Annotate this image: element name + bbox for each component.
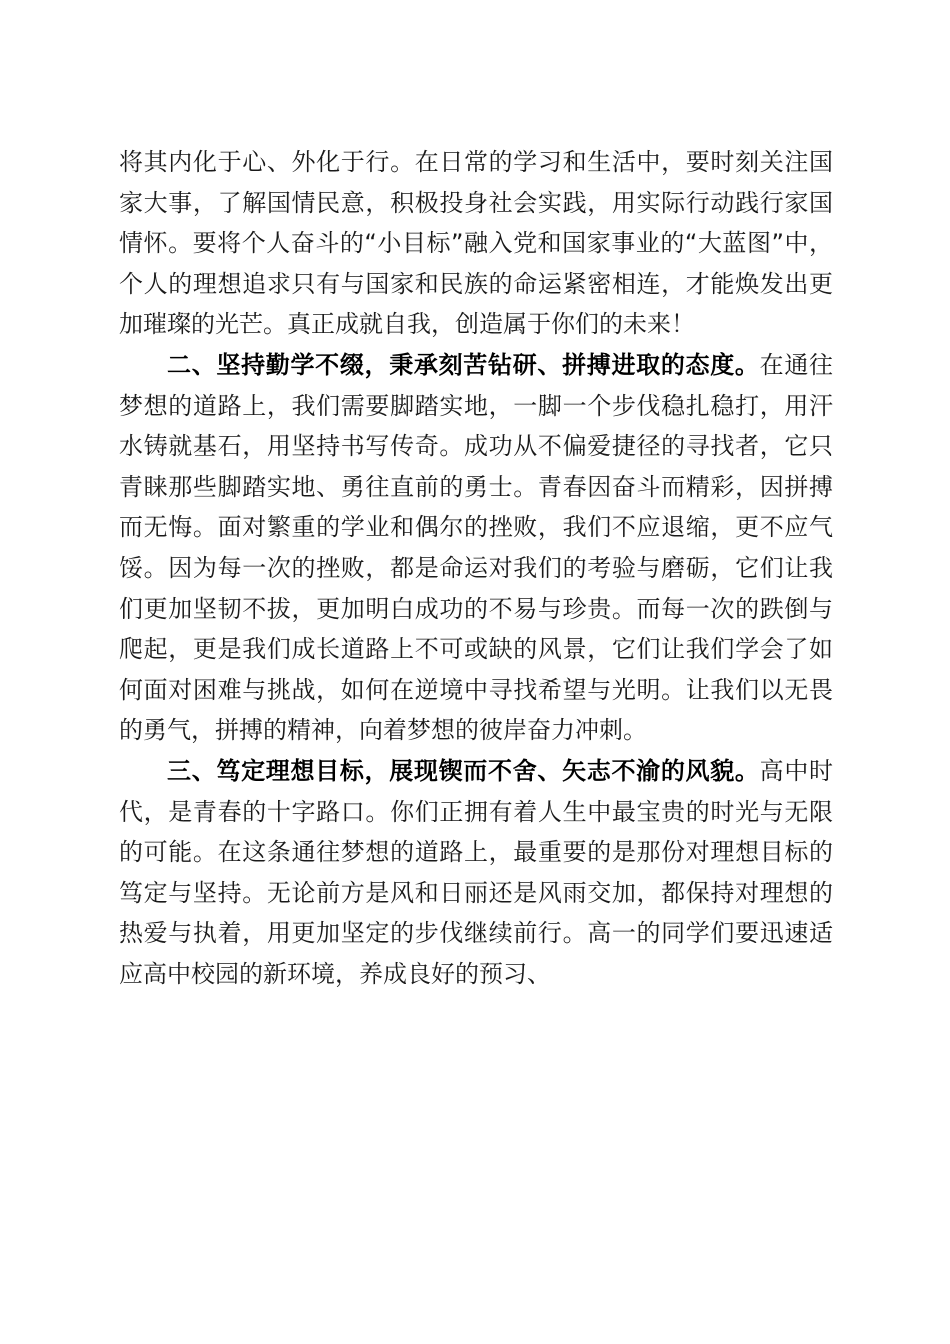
paragraph-text: 高中时代，是青春的十字路口。你们正拥有着人生中最宝贵的时光与无限的可能。在这条通往梦想的道路上，最重要的是那份对理想目标的笃定与坚持。无论前方是风和日丽还是风雨交加，都保持对理想的热爱与执着，用更加坚定的步伐继续前行。高一的同学们要迅速适应高中校园的新环境，养成良好的预习、 <box>119 756 834 988</box>
paragraph-text: 在通往梦想的道路上，我们需要脚踏实地，一脚一个步伐稳扎稳打，用汗水铸就基石，用坚持书写传奇。成功从不偏爱捷径的寻找者，它只青睐那些脚踏实地、勇往直前的勇士。青春因奋斗而精彩，因拼搏而无悔。面对繁重的学业和偶尔的挫败，我们不应退缩，更不应气馁。因为每一次的挫败，都是命运对我们的考验与磨砺，它们让我们更加坚韧不拔，更加明白成功的不易与珍贵。而每一次的跌倒与爬起，更是我们成长道路上不可或缺的风景，它们让我们学会了如何面对困难与挑战，如何在逆境中寻找希望与光明。让我们以无畏的勇气，拼搏的精神，向着梦想的彼岸奋力冲刺。 <box>119 350 834 745</box>
paragraph-section-three <box>119 751 833 995</box>
document-body <box>119 142 833 994</box>
paragraph-continuation <box>119 142 833 345</box>
paragraph-section-two <box>119 345 833 751</box>
section-heading: 三、笃定理想目标，展现锲而不舍、矢志不渝的风貌。 <box>167 756 760 785</box>
section-heading: 二、坚持勤学不缀，秉承刻苦钻研、拼搏进取的态度。 <box>167 350 760 379</box>
paragraph-text: 将其内化于心、外化于行。在日常的学习和生活中，要时刻关注国家大事，了解国情民意，积极投身社会实践，用实际行动践行家国情怀。要将个人奋斗的“小目标”融入党和国家事业的“大蓝图”中，个人的理想追求只有与国家和民族的命运紧密相连，才能焕发出更加璀璨的光芒。真正成就自我，创造属于你们的未来！ <box>119 148 833 339</box>
